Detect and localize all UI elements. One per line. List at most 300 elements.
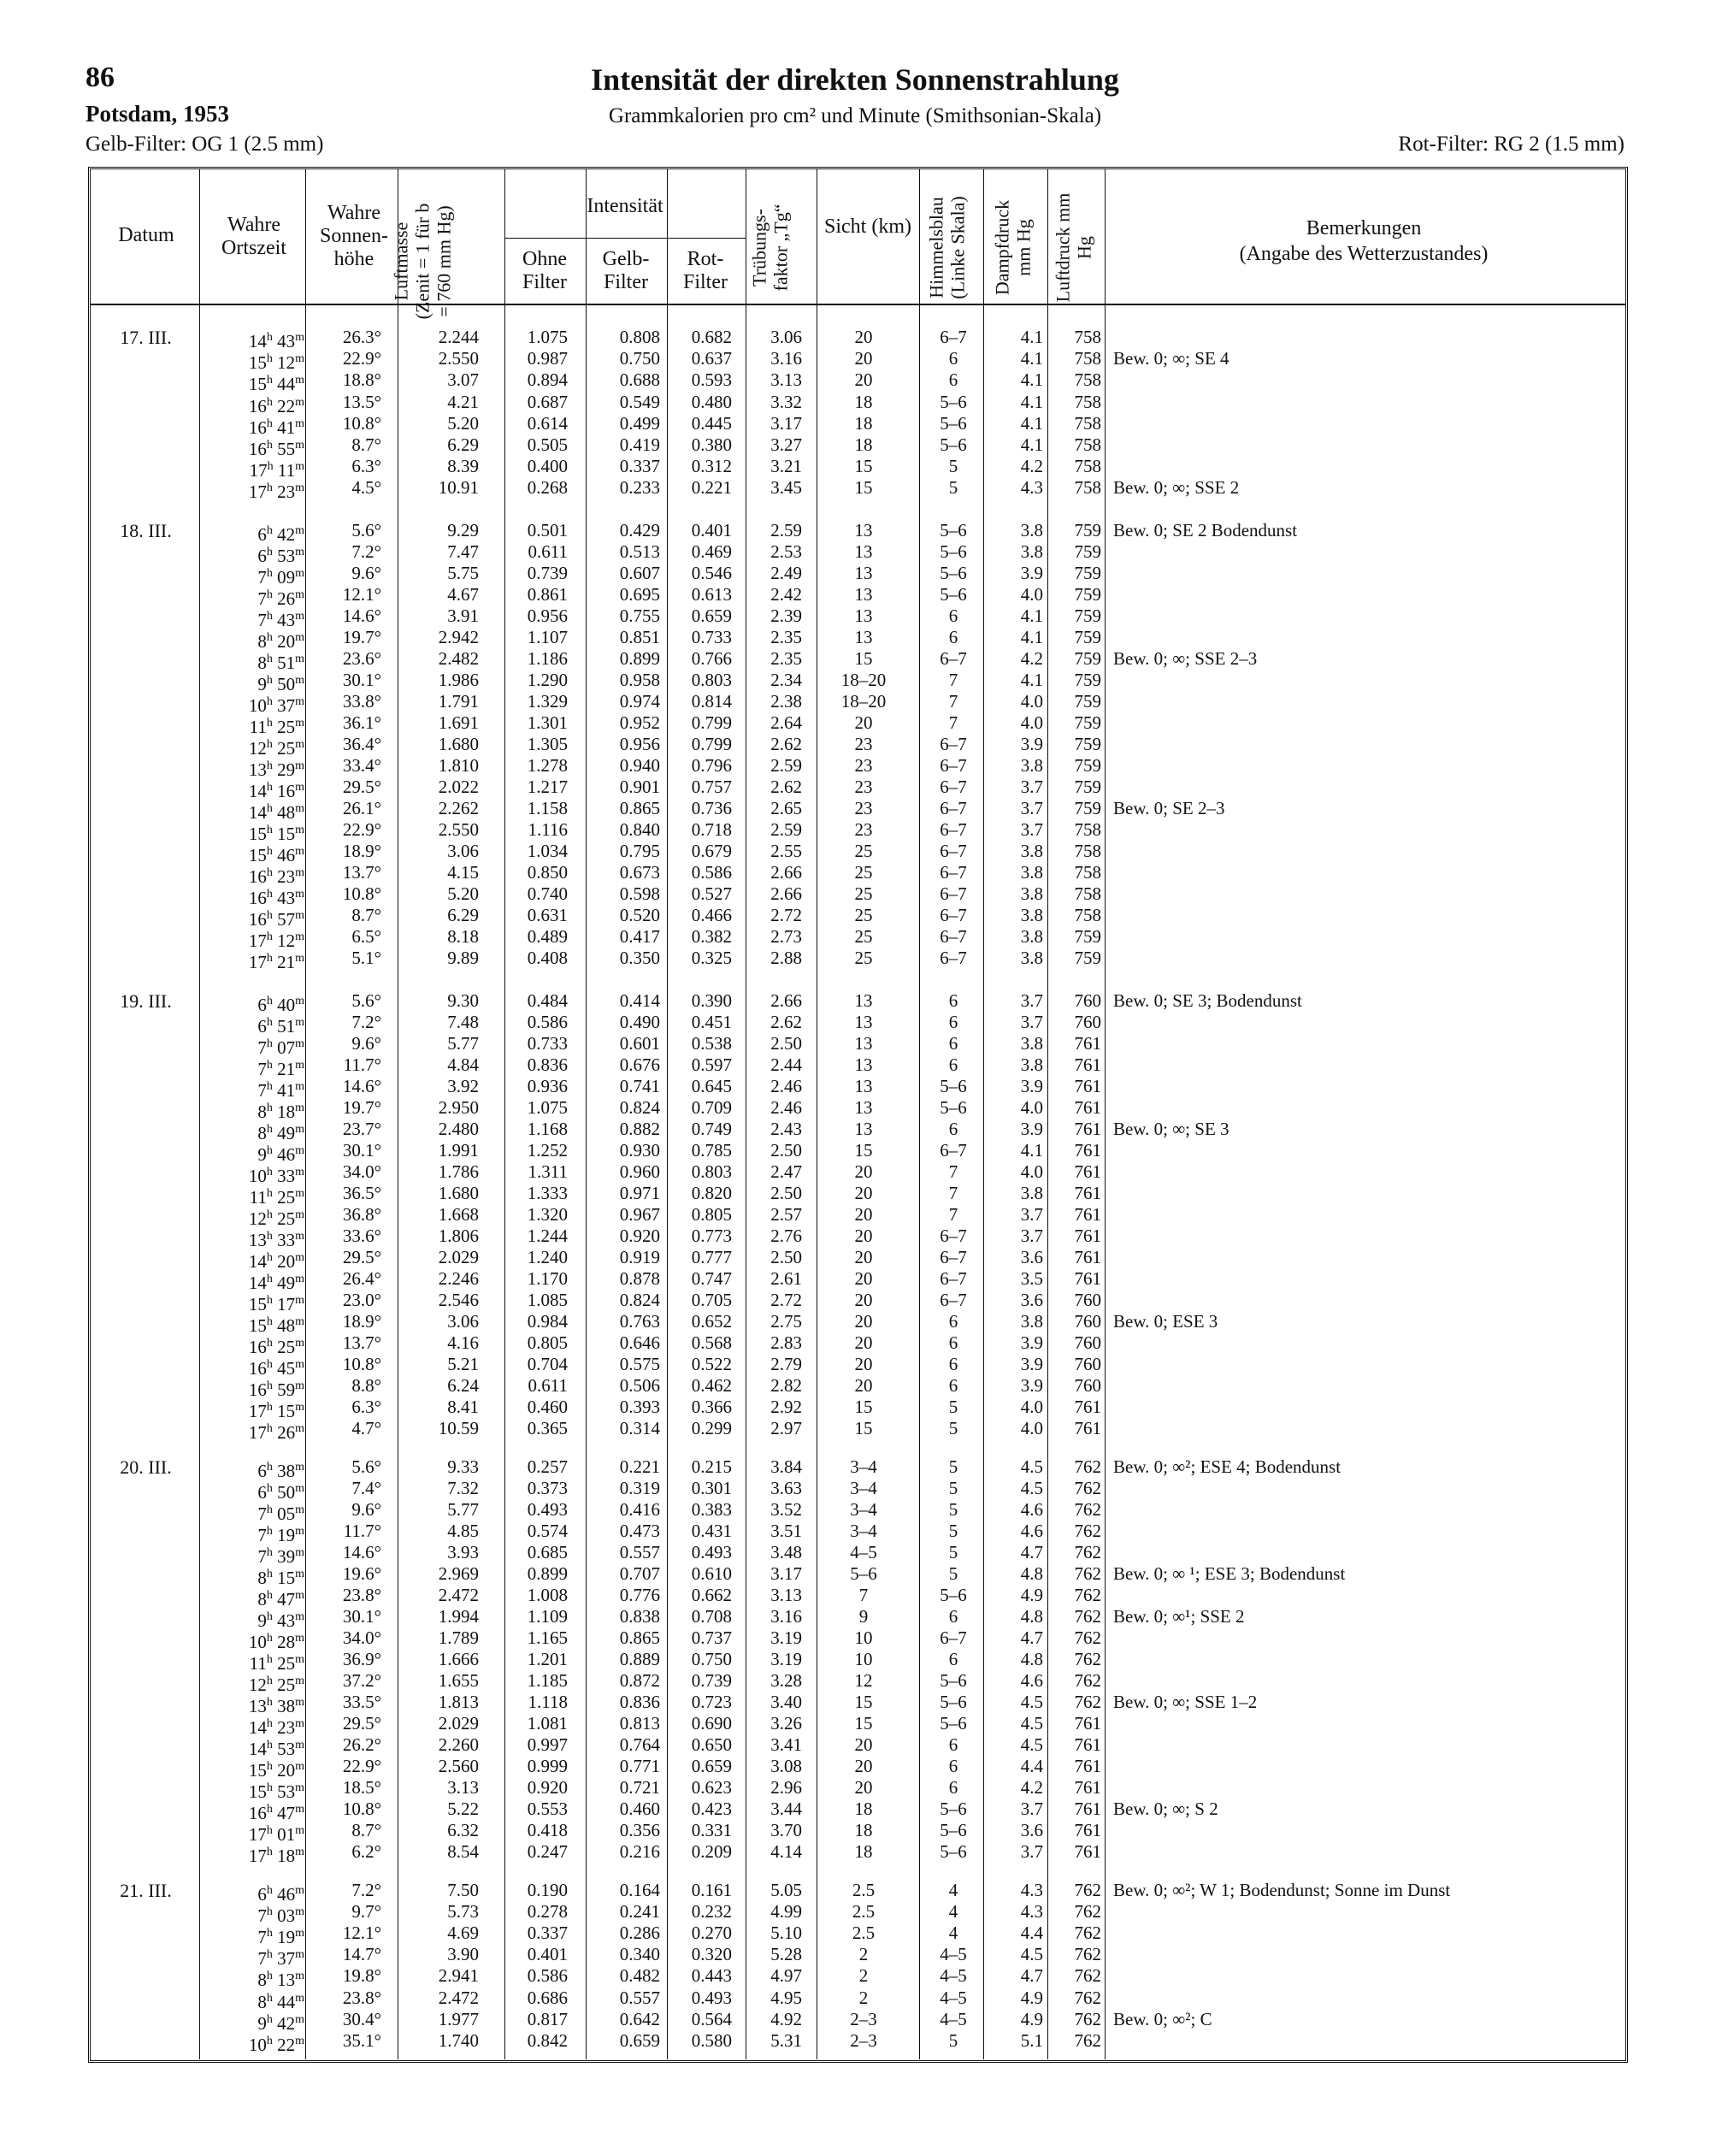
rot-filter-cell: 0.814: [691, 691, 732, 712]
truebung-cell: 2.72: [770, 1290, 802, 1310]
table-row: [0, 1627, 1710, 1652]
rot-filter-cell: 0.637: [691, 348, 732, 369]
gelb-filter-cell: 0.901: [619, 777, 660, 797]
truebung-cell: 2.66: [770, 862, 802, 883]
truebung-cell: 3.41: [770, 1734, 802, 1755]
luftmasse-cell: 2.969: [438, 1563, 479, 1584]
himmelsblau-cell: 5: [948, 1563, 958, 1584]
himmelsblau-cell: 6–7: [940, 862, 967, 883]
sicht-cell: 13: [854, 541, 873, 562]
ortszeit-cell: 11$^h$ 25$^m$: [249, 717, 304, 737]
himmelsblau-cell: 6: [948, 369, 958, 391]
truebung-cell: 2.44: [770, 1054, 802, 1075]
bemerkung-cell: Bew. 0; ∞¹; SSE 2: [1113, 1606, 1245, 1627]
luftmasse-cell: 2.550: [438, 819, 479, 840]
truebung-cell: 2.35: [770, 648, 802, 669]
sonnenhoehe-cell: 30.1°: [342, 1140, 381, 1161]
ohne-filter-cell: 0.611: [528, 1375, 568, 1396]
ortszeit-cell: 17$^h$ 18$^m$: [248, 1846, 304, 1866]
ortszeit-cell: 12$^h$ 25$^m$: [248, 1675, 304, 1695]
header-gelb-filter: Gelb-Filter: [602, 248, 650, 293]
dampfdruck-cell: 4.5: [1020, 1713, 1043, 1734]
table-row: [0, 1713, 1710, 1738]
header-rot-filter: Rot-Filter: [683, 248, 728, 293]
ohne-filter-cell: 0.586: [527, 1965, 568, 1987]
ortszeit-cell: 15$^h$ 15$^m$: [248, 824, 304, 844]
luftmasse-cell: 5.20: [447, 412, 479, 434]
gelb-filter-cell: 0.878: [619, 1268, 660, 1289]
rot-filter-cell: 0.773: [691, 1226, 732, 1246]
bemerkung-cell: Bew. 0; ∞; S 2: [1113, 1799, 1218, 1819]
dampfdruck-cell: 4.1: [1020, 605, 1043, 626]
gelb-filter-cell: 0.676: [619, 1054, 660, 1075]
sonnenhoehe-cell: 34.0°: [342, 1161, 381, 1182]
table-row: [0, 1478, 1710, 1503]
dampfdruck-cell: 3.9: [1020, 1375, 1043, 1396]
himmelsblau-cell: 4–5: [940, 1987, 967, 2008]
bemerkung-cell: Bew. 0; SE 3; Bodendunst: [1113, 990, 1302, 1011]
dampfdruck-cell: 4.8: [1020, 1563, 1043, 1584]
truebung-cell: 3.16: [770, 348, 802, 369]
ortszeit-cell: 12$^h$ 25$^m$: [248, 1208, 304, 1229]
sonnenhoehe-cell: 5.1°: [351, 948, 381, 968]
sicht-cell: 23: [854, 777, 873, 797]
himmelsblau-cell: 5–6: [940, 1076, 967, 1096]
sonnenhoehe-cell: 14.6°: [342, 1542, 381, 1562]
sonnenhoehe-cell: 26.1°: [342, 798, 381, 818]
luftdruck-cell: 760: [1074, 1311, 1101, 1332]
gelb-filter-cell: 0.393: [619, 1397, 660, 1417]
dampfdruck-cell: 3.8: [1020, 841, 1043, 861]
luftmasse-cell: 1.810: [438, 755, 479, 776]
luftmasse-cell: 1.668: [438, 1204, 479, 1225]
rot-filter-cell: 0.390: [691, 990, 732, 1011]
rot-filter-cell: 0.466: [691, 905, 732, 925]
dampfdruck-cell: 3.8: [1020, 1311, 1043, 1332]
ortszeit-cell: 6$^h$ 50$^m$: [257, 1482, 304, 1503]
gelb-filter-cell: 0.499: [619, 412, 660, 434]
sonnenhoehe-cell: 7.2°: [351, 541, 381, 562]
bemerkung-cell: Bew. 0; ∞²; ESE 4; Bodendunst: [1113, 1456, 1341, 1477]
truebung-cell: 2.61: [770, 1268, 802, 1289]
luftdruck-cell: 761: [1074, 1268, 1101, 1289]
sicht-cell: 20: [854, 1375, 873, 1396]
sicht-cell: 10: [854, 1627, 873, 1648]
luftmasse-cell: 2.262: [438, 798, 479, 818]
ortszeit-cell: 13$^h$ 33$^m$: [248, 1230, 304, 1250]
truebung-cell: 2.50: [770, 1033, 802, 1054]
sicht-cell: 13: [854, 520, 873, 540]
truebung-cell: 4.14: [770, 1841, 802, 1862]
gelb-filter-cell: 0.750: [619, 348, 660, 369]
ortszeit-cell: 17$^h$ 23$^m$: [248, 481, 304, 503]
luftmasse-cell: 2.029: [438, 1713, 479, 1734]
truebung-cell: 3.26: [770, 1713, 802, 1734]
gelb-filter-cell: 0.549: [619, 391, 660, 412]
table-row: [0, 1033, 1710, 1058]
ohne-filter-cell: 0.190: [527, 1880, 568, 1900]
ortszeit-cell: 10$^h$ 22$^m$: [248, 2034, 304, 2055]
gelb-filter-cell: 0.882: [619, 1119, 660, 1139]
truebung-cell: 2.62: [770, 1012, 802, 1032]
sicht-cell: 15: [854, 1713, 873, 1734]
luftdruck-cell: 759: [1074, 798, 1101, 818]
ortszeit-cell: 7$^h$ 39$^m$: [257, 1546, 304, 1567]
luftmasse-cell: 3.07: [447, 369, 479, 391]
header-dampfdruck: Dampfdruck mm Hg: [991, 199, 1035, 296]
dampfdruck-cell: 4.9: [1020, 2008, 1043, 2029]
dampfdruck-cell: 4.9: [1020, 1585, 1043, 1605]
sicht-cell: 15: [854, 477, 873, 499]
table-row: [0, 348, 1710, 374]
luftmasse-cell: 10.59: [438, 1418, 479, 1438]
dampfdruck-cell: 5.1: [1020, 2029, 1043, 2051]
rot-filter-cell: 0.747: [691, 1268, 732, 1289]
dampfdruck-cell: 3.8: [1020, 862, 1043, 883]
truebung-cell: 2.66: [770, 883, 802, 904]
table-row: [0, 883, 1710, 908]
gelb-filter-cell: 0.899: [619, 648, 660, 669]
rot-filter-cell: 0.382: [691, 926, 732, 947]
table-row: [0, 948, 1710, 972]
himmelsblau-cell: 5: [948, 456, 958, 477]
dampfdruck-cell: 4.8: [1020, 1649, 1043, 1669]
sicht-cell: 2.5: [852, 1880, 876, 1900]
himmelsblau-cell: 6: [948, 348, 958, 369]
gelb-filter-cell: 0.872: [619, 1670, 660, 1691]
luftdruck-cell: 762: [1074, 1521, 1101, 1541]
gelb-filter-cell: 0.956: [619, 734, 660, 754]
luftmasse-cell: 5.77: [447, 1033, 479, 1054]
dampfdruck-cell: 4.3: [1020, 1880, 1043, 1900]
rot-filter-cell: 0.659: [691, 605, 732, 626]
luftmasse-cell: 7.50: [447, 1880, 479, 1900]
luftdruck-cell: 761: [1074, 1777, 1101, 1798]
ohne-filter-cell: 1.075: [527, 327, 568, 347]
luftmasse-cell: 4.16: [447, 1332, 479, 1353]
gelb-filter-cell: 0.429: [619, 520, 660, 540]
truebung-cell: 3.48: [770, 1542, 802, 1562]
himmelsblau-cell: 4–5: [940, 2008, 967, 2029]
luftmasse-cell: 1.813: [438, 1692, 479, 1712]
luftmasse-cell: 7.32: [447, 1478, 479, 1498]
luftmasse-cell: 6.24: [447, 1375, 479, 1396]
ortszeit-cell: 6$^h$ 46$^m$: [257, 1884, 304, 1905]
sicht-cell: 23: [854, 819, 873, 840]
dampfdruck-cell: 3.9: [1020, 1332, 1043, 1353]
truebung-cell: 2.50: [770, 1140, 802, 1161]
himmelsblau-cell: 5–6: [940, 1799, 967, 1819]
date-label: 18. III.: [120, 520, 172, 541]
truebung-cell: 4.92: [770, 2008, 802, 2029]
gelb-filter-cell: 0.851: [619, 627, 660, 647]
dampfdruck-cell: 3.5: [1020, 1268, 1043, 1289]
ortszeit-cell: 16$^h$ 43$^m$: [248, 888, 304, 908]
sicht-cell: 23: [854, 755, 873, 776]
gelb-filter-cell: 0.221: [619, 1456, 660, 1477]
ortszeit-cell: 6$^h$ 51$^m$: [257, 1016, 304, 1037]
sonnenhoehe-cell: 36.9°: [342, 1649, 381, 1669]
ohne-filter-cell: 1.186: [527, 648, 568, 669]
luftmasse-cell: 4.84: [447, 1054, 479, 1075]
dampfdruck-cell: 3.9: [1020, 1119, 1043, 1139]
himmelsblau-cell: 5–6: [940, 563, 967, 583]
rot-filter-cell: 0.380: [691, 434, 732, 455]
gelb-filter-cell: 0.417: [619, 926, 660, 947]
ohne-filter-cell: 0.247: [527, 1841, 568, 1862]
dampfdruck-cell: 4.0: [1020, 1097, 1043, 1118]
rot-filter-cell: 0.690: [691, 1713, 732, 1734]
luftmasse-cell: 6.32: [447, 1820, 479, 1840]
luftmasse-cell: 1.680: [438, 1183, 479, 1203]
truebung-cell: 2.83: [770, 1332, 802, 1353]
himmelsblau-cell: 5–6: [940, 1692, 967, 1712]
dampfdruck-cell: 3.7: [1020, 1799, 1043, 1819]
rot-filter-cell: 0.723: [691, 1692, 732, 1712]
ortszeit-cell: 8$^h$ 20$^m$: [257, 631, 304, 652]
luftdruck-cell: 761: [1074, 1841, 1101, 1862]
rot-filter-cell: 0.527: [691, 883, 732, 904]
sicht-cell: 15: [854, 648, 873, 669]
sicht-cell: 15: [854, 1692, 873, 1712]
sicht-cell: 18–20: [840, 691, 887, 712]
table-row: [0, 691, 1710, 716]
sicht-cell: 18: [854, 434, 873, 455]
sicht-cell: 3–4: [850, 1478, 877, 1498]
gelb-filter-cell: 0.575: [619, 1354, 660, 1374]
ohne-filter-cell: 0.997: [527, 1734, 568, 1755]
sicht-cell: 15: [854, 1140, 873, 1161]
luftdruck-cell: 758: [1074, 369, 1101, 391]
gelb-filter-cell: 0.416: [619, 1499, 660, 1520]
gelb-filter-cell: 0.707: [619, 1563, 660, 1584]
table-row: [0, 798, 1710, 823]
dampfdruck-cell: 3.7: [1020, 990, 1043, 1011]
dampfdruck-cell: 4.0: [1020, 1418, 1043, 1438]
ortszeit-cell: 7$^h$ 07$^m$: [257, 1037, 304, 1058]
ohne-filter-cell: 0.574: [527, 1521, 568, 1541]
header-luftmasse: Luftmasse (Zenit = 1 für b = 760 mm Hg): [390, 203, 455, 320]
ohne-filter-cell: 0.687: [527, 391, 568, 412]
luftdruck-cell: 762: [1074, 1901, 1101, 1923]
dampfdruck-cell: 4.1: [1020, 627, 1043, 647]
ortszeit-cell: 7$^h$ 43$^m$: [257, 610, 304, 630]
luftdruck-cell: 759: [1074, 563, 1101, 583]
luftmasse-cell: 4.69: [447, 1923, 479, 1944]
sicht-cell: 20: [854, 369, 873, 391]
sonnenhoehe-cell: 11.7°: [343, 1054, 381, 1075]
gelb-filter-cell: 0.952: [619, 712, 660, 733]
table-row: [0, 1799, 1710, 1823]
bemerkung-cell: Bew. 0; ∞²; W 1; Bodendunst; Sonne im Dunst: [1113, 1880, 1451, 1900]
sicht-cell: 25: [854, 905, 873, 925]
sicht-cell: 20: [854, 1247, 873, 1267]
dampfdruck-cell: 4.1: [1020, 327, 1043, 347]
truebung-cell: 3.40: [770, 1692, 802, 1712]
rot-filter-cell: 0.209: [691, 1841, 732, 1862]
bemerkung-cell: Bew. 0; ∞ ¹; ESE 3; Bodendunst: [1113, 1563, 1346, 1584]
sonnenhoehe-cell: 4.7°: [351, 1418, 381, 1438]
table-row: [0, 670, 1710, 694]
ohne-filter-cell: 0.984: [527, 1311, 568, 1332]
dampfdruck-cell: 3.6: [1020, 1290, 1043, 1310]
truebung-cell: 2.50: [770, 1183, 802, 1203]
rot-filter-cell: 0.805: [691, 1204, 732, 1225]
ohne-filter-cell: 0.899: [527, 1563, 568, 1584]
truebung-cell: 3.70: [770, 1820, 802, 1840]
sicht-cell: 20: [854, 1204, 873, 1225]
ohne-filter-cell: 1.034: [527, 841, 568, 861]
sonnenhoehe-cell: 18.5°: [342, 1777, 381, 1798]
gelb-filter-cell: 0.695: [619, 584, 660, 605]
sicht-cell: 5–6: [850, 1563, 877, 1584]
luftdruck-cell: 761: [1074, 1097, 1101, 1118]
ortszeit-cell: 9$^h$ 50$^m$: [257, 674, 304, 694]
luftmasse-cell: 1.789: [438, 1627, 479, 1648]
luftdruck-cell: 758: [1074, 819, 1101, 840]
truebung-cell: 3.08: [770, 1756, 802, 1776]
truebung-cell: 3.19: [770, 1627, 802, 1648]
truebung-cell: 2.66: [770, 990, 802, 1011]
luftdruck-cell: 762: [1074, 1563, 1101, 1584]
rot-filter-cell: 0.593: [691, 369, 732, 391]
luftmasse-cell: 3.93: [447, 1542, 479, 1562]
table-row: [0, 1354, 1710, 1379]
himmelsblau-cell: 6–7: [940, 948, 967, 968]
table-row: [0, 648, 1710, 673]
rot-filter-cell: 0.586: [691, 862, 732, 883]
truebung-cell: 2.57: [770, 1204, 802, 1225]
sonnenhoehe-cell: 6.5°: [351, 926, 381, 947]
table-row: [0, 1311, 1710, 1336]
ortszeit-cell: 17$^h$ 11$^m$: [249, 460, 304, 481]
sonnenhoehe-cell: 6.2°: [351, 1841, 381, 1862]
luftdruck-cell: 762: [1074, 1499, 1101, 1520]
ortszeit-cell: 14$^h$ 20$^m$: [248, 1251, 304, 1272]
sonnenhoehe-cell: 6.3°: [351, 456, 381, 477]
gelb-filter-cell: 0.520: [619, 905, 660, 925]
luftmasse-cell: 2.029: [438, 1247, 479, 1267]
dampfdruck-cell: 4.1: [1020, 348, 1043, 369]
sicht-cell: 2: [858, 1944, 869, 1965]
sicht-cell: 20: [854, 1777, 873, 1798]
ohne-filter-cell: 0.337: [527, 1923, 568, 1944]
header-intensitaet: Intensität: [587, 195, 663, 217]
rot-filter-cell: 0.709: [691, 1097, 732, 1118]
date-label: 21. III.: [120, 1880, 172, 1901]
luftdruck-cell: 761: [1074, 1054, 1101, 1075]
sicht-cell: 9: [858, 1606, 869, 1627]
ortszeit-cell: 17$^h$ 12$^m$: [248, 930, 304, 951]
sicht-cell: 20: [854, 1332, 873, 1353]
sonnenhoehe-cell: 34.0°: [342, 1627, 381, 1648]
luftmasse-cell: 2.550: [438, 348, 479, 369]
sicht-cell: 4–5: [850, 1542, 877, 1562]
sonnenhoehe-cell: 10.8°: [342, 883, 381, 904]
rot-filter-cell: 0.445: [691, 412, 732, 434]
himmelsblau-cell: 6–7: [940, 648, 967, 669]
gelb-filter-cell: 0.771: [619, 1756, 660, 1776]
ortszeit-cell: 14$^h$ 49$^m$: [248, 1273, 304, 1293]
luftdruck-cell: 758: [1074, 327, 1101, 347]
ohne-filter-cell: 0.493: [527, 1499, 568, 1520]
luftmasse-cell: 2.560: [438, 1756, 479, 1776]
date-label: 19. III.: [120, 990, 172, 1012]
ohne-filter-cell: 0.836: [527, 1054, 568, 1075]
table-row: [0, 1119, 1710, 1143]
ortszeit-cell: 10$^h$ 33$^m$: [248, 1166, 304, 1186]
luftmasse-cell: 1.991: [438, 1140, 479, 1161]
sicht-cell: 15: [854, 1397, 873, 1417]
ortszeit-cell: 15$^h$ 44$^m$: [248, 374, 304, 395]
luftdruck-cell: 762: [1074, 1670, 1101, 1691]
gelb-filter-cell: 0.764: [619, 1734, 660, 1755]
luftdruck-cell: 761: [1074, 1734, 1101, 1755]
luftmasse-cell: 5.77: [447, 1499, 479, 1520]
luftmasse-cell: 2.246: [438, 1268, 479, 1289]
luftdruck-cell: 758: [1074, 477, 1101, 499]
ortszeit-cell: 6$^h$ 53$^m$: [257, 546, 304, 566]
bemerkung-cell: Bew. 0; ESE 3: [1113, 1311, 1218, 1332]
luftdruck-cell: 758: [1074, 862, 1101, 883]
luftmasse-cell: 4.85: [447, 1521, 479, 1541]
luftmasse-cell: 4.15: [447, 862, 479, 883]
rot-filter-cell: 0.312: [691, 456, 732, 477]
rot-filter-cell: 0.718: [691, 819, 732, 840]
luftmasse-cell: 3.06: [447, 841, 479, 861]
sonnenhoehe-cell: 7.2°: [351, 1880, 381, 1900]
luftdruck-cell: 762: [1074, 1692, 1101, 1712]
luftdruck-cell: 761: [1074, 1033, 1101, 1054]
luftmasse-cell: 9.29: [447, 520, 479, 540]
table-row: [0, 2008, 1710, 2034]
gelb-filter-cell: 0.460: [619, 1799, 660, 1819]
sicht-cell: 13: [854, 1076, 873, 1096]
gelb-filter-cell: 0.340: [619, 1944, 660, 1965]
ohne-filter-cell: 1.320: [527, 1204, 568, 1225]
sicht-cell: 23: [854, 734, 873, 754]
header-sonnenhoehe: Wahre Sonnen-höhe: [320, 202, 388, 270]
gelb-filter-cell: 0.419: [619, 434, 660, 455]
ortszeit-cell: 6$^h$ 42$^m$: [257, 524, 304, 545]
gelb-filter-cell: 0.673: [619, 862, 660, 883]
himmelsblau-cell: 6: [948, 1332, 958, 1353]
luftdruck-cell: 762: [1074, 1944, 1101, 1965]
himmelsblau-cell: 4: [948, 1923, 958, 1944]
truebung-cell: 3.17: [770, 412, 802, 434]
sonnenhoehe-cell: 12.1°: [342, 584, 381, 605]
dampfdruck-cell: 3.7: [1020, 1204, 1043, 1225]
luftmasse-cell: 1.691: [438, 712, 479, 733]
himmelsblau-cell: 5–6: [940, 584, 967, 605]
table-row: [0, 990, 1710, 1015]
gelb-filter-cell: 0.356: [619, 1820, 660, 1840]
himmelsblau-cell: 7: [948, 1204, 958, 1225]
rot-filter-cell: 0.580: [691, 2029, 732, 2051]
sicht-cell: 13: [854, 584, 873, 605]
rot-filter-cell: 0.803: [691, 1161, 732, 1182]
himmelsblau-cell: 5–6: [940, 391, 967, 412]
ohne-filter-cell: 1.085: [527, 1290, 568, 1310]
luftmasse-cell: 2.482: [438, 648, 479, 669]
gelb-filter-cell: 0.216: [619, 1841, 660, 1862]
table-row: [0, 412, 1710, 438]
luftdruck-cell: 759: [1074, 648, 1101, 669]
sonnenhoehe-cell: 7.2°: [351, 1012, 381, 1032]
ohne-filter-cell: 1.301: [527, 712, 568, 733]
sonnenhoehe-cell: 19.6°: [342, 1563, 381, 1584]
truebung-cell: 5.10: [770, 1923, 802, 1944]
